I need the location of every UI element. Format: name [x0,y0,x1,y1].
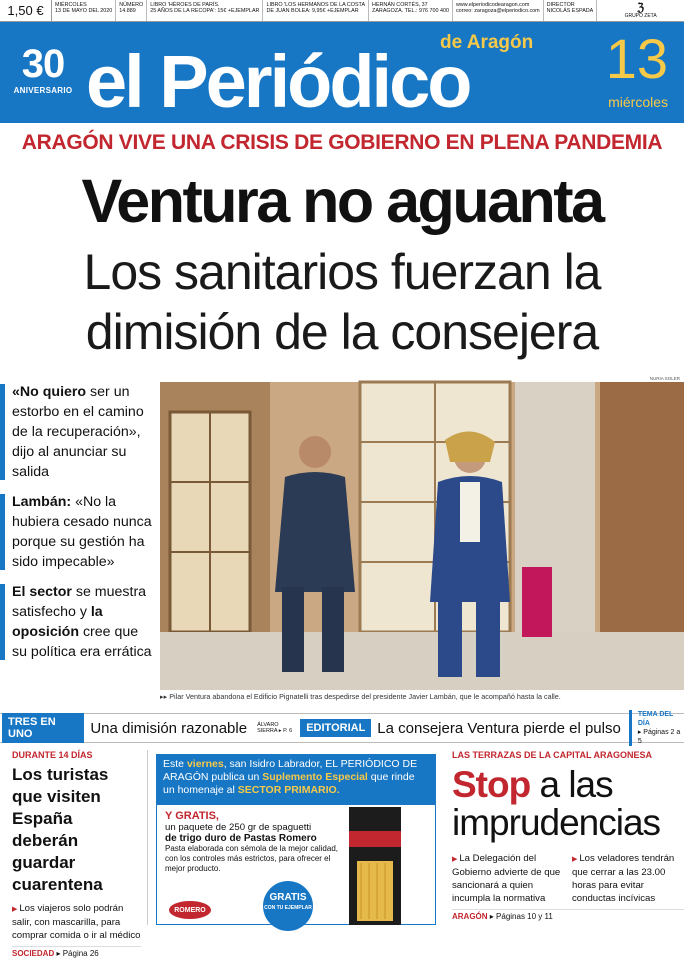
info-book-offer-2: LIBRO 'LOS HERMANOS DE LA COSTA DE JUAN BOLEA: 9,95€ +EJEMPLAR [263,0,369,21]
pasta-promo[interactable] [156,754,436,925]
lead-photo[interactable] [160,382,684,690]
tourism-summary: ▶ Los viajeros solo podrán salir, con mascarilla, para comprar comida o ir al médico [12,903,141,941]
info-issue-number: NÚMERO 14.889 [116,0,147,21]
info-bar [0,0,684,22]
cover-price: 1,50 € [0,0,52,21]
newspaper-logo[interactable]: el Periódico [86,40,470,123]
terraces-story[interactable] [444,750,684,925]
terraces-summary: ▶ La Delegación del Gobierno advierte de que sancionará a quien incumpla la normativa ▶ Los veladores tendrán que cerrar a las 23.00 horas para evitar conductas incívicas [452,853,675,904]
terraces-kicker: LAS TERRAZAS DE LA CAPITAL ARAGONESA [452,750,653,760]
promo-header: Este viernes, san Isidro Labrador, EL PERIÓDICO DE ARAGÓN publica un Suplemento Especial que rinde un homenaje al SECTOR PRIMARIO. [157,755,435,805]
tres-en-uno-tag: TRES EN UNO [2,713,84,743]
masthead [0,22,684,123]
pasta-package-icon [343,801,407,926]
tourism-story[interactable] [0,750,148,958]
tourism-page-ref: SOCIEDAD ▸ Página 26 [12,946,141,958]
terraces-headline[interactable]: Stop a las imprudencias [452,764,661,843]
headline-kicker: ARAGÓN VIVE UNA CRISIS DE GOBIERNO EN PLENA PANDEMIA [21,131,663,154]
editorial-tag: EDITORIAL [300,719,371,737]
tourism-kicker: DURANTE 14 DÍAS [12,750,93,760]
lead-photo-illustration [160,382,684,690]
brief-item: El sector se muestra satisfecho y la oposición cree que su política era errática [0,582,154,662]
opinion-strip [0,713,684,743]
info-date: MIÉRCOLES 13 DE MAYO DEL 2020 [52,0,116,21]
newspaper-logo-sub: de Aragón [440,32,534,53]
date-day-number: 13 [605,27,668,90]
info-director: DIRECTOR NICOLÁS ESPADA [544,0,598,21]
tourism-headline[interactable]: Los turistas que visiten España deberán guardar cuarentena [12,765,109,894]
photo-credit: NURIA SOLER [649,376,680,381]
free-badge: GRATIS CON TU EJEMPLAR [263,881,313,931]
anniversary-badge: 30 ANIVERSARIO [13,42,73,95]
column-byline: ÁLVARO SIERRA ▸ P. 6 [257,722,293,734]
editorial-link[interactable]: La consejera Ventura pierde el pulso [377,719,621,737]
photo-caption: ▸▸ Pilar Ventura abandona el Edificio Pignatelli tras despedirse del presidente Javier Lambán, que le acompañó hasta la calle. [160,692,561,701]
promo-body: Y GRATIS, un paquete de 250 gr de spaguetti de trigo duro de Pastas Romero Pasta elaborada con sémola de la mejor calidad, con los controles más estrictos, para ofrecer el mejor producto. [165,810,338,873]
triangle-icon: ▶ [12,906,20,913]
zeta-icon: ℨ [637,1,645,14]
brief-item: Lambán: «No la hubiera cesado nunca porque su gestión ha sido impecable» [0,492,154,572]
main-subheadline: Los sanitarios fuerzan la dimisión de la consejera [83,244,601,360]
brief-item: «No quiero ser un estorbo en el camino de la recuperación», dijo al anunciar su salida [0,382,154,482]
romero-logo: ROMERO [169,901,211,919]
triangle-icon: ▶ [572,856,580,863]
date-weekday: miércoles [608,94,668,110]
tres-en-uno-link[interactable]: Una dimisión razonable [90,719,248,737]
info-book-offer-1: LIBRO 'HÉROES DE PARÍS. 25 AÑOS DE LA RECOPA': 15€ +EJEMPLAR [147,0,263,21]
info-web: www.elperiodicodearagon.com correo: zaragoza@elperiodico.com [453,0,544,21]
triangle-icon: ▶ [452,856,460,863]
briefs-column [0,382,154,692]
topic-of-day[interactable]: TEMA DEL DÍA ▸ Páginas 2 a 5 [629,710,684,746]
main-headline[interactable]: Ventura no aguanta [81,167,603,235]
group-logo: ℨ GRUPO ZETA [624,1,657,19]
terraces-page-ref: ARAGÓN ▸ Páginas 10 y 11 [452,909,684,921]
info-address: HERNÁN CORTÉS, 37 ZARAGOZA. TEL.: 976 700 400 [369,0,453,21]
